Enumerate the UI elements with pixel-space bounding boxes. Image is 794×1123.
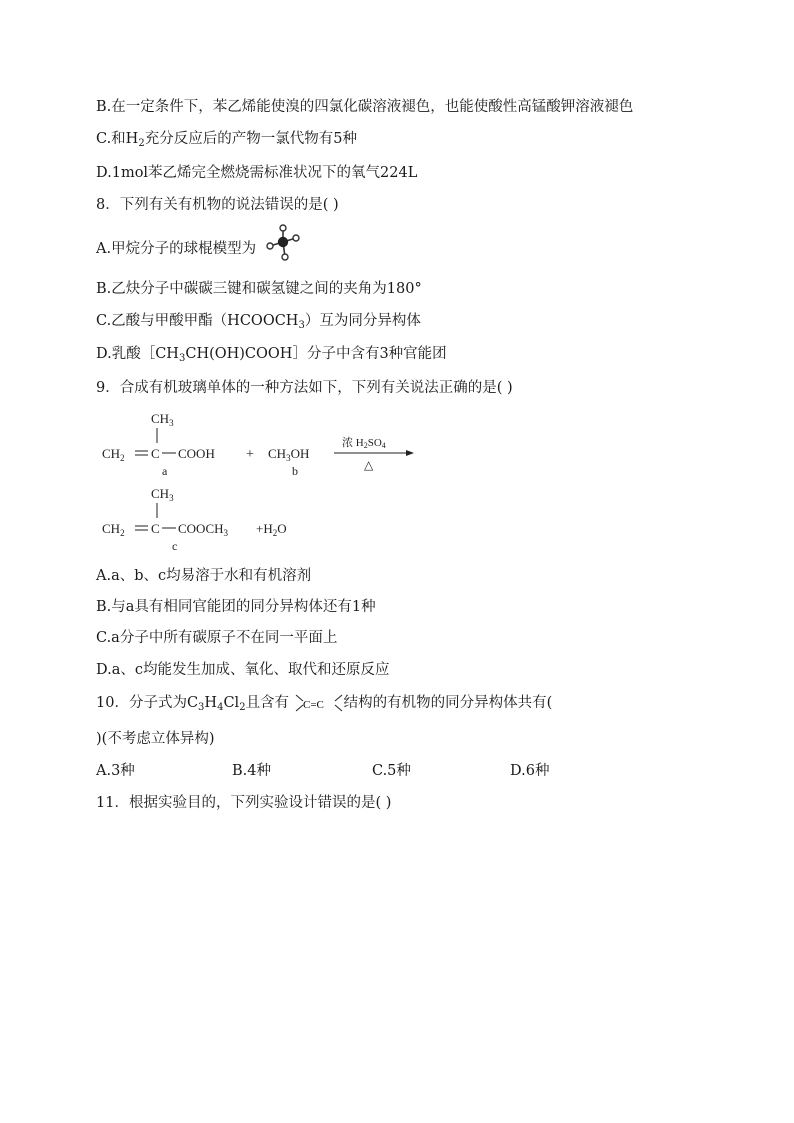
q10-stem-line2	[96, 729, 214, 749]
q8-option-a-text: A.甲烷分子的球棍模型为	[96, 241, 257, 257]
q11-stem-text: 11．根据实验目的，下列实验设计错误的是( )	[96, 795, 392, 811]
q7-option-b-text: B.在一定条件下，苯乙烯能使溴的四氯化碳溶液褪色，也能使酸性高锰酸钾溶液褪色	[96, 99, 634, 115]
q7-option-c-sub: 2	[138, 138, 145, 149]
alkene-label: C=C	[302, 699, 324, 711]
q7-option-d	[96, 163, 417, 183]
q9-option-c	[96, 628, 337, 648]
q8-stem-text: 8．下列有关有机物的说法错误的是( )	[96, 197, 339, 213]
rxn-a-c: C	[151, 446, 160, 461]
q9-option-d-text: D.a、c均能发生加成、氧化、取代和还原反应	[96, 662, 390, 678]
q8-option-c-sub: 3	[298, 320, 305, 331]
rxn-condition-top: 浓 H2SO4	[342, 437, 386, 450]
q10-stem-post: 结构的有机物的同分异构体共有(	[343, 695, 553, 711]
q10-sub-1: 3	[198, 702, 205, 713]
q10-option-c: C.5种	[372, 763, 411, 779]
q10-sub-3: 2	[239, 702, 246, 713]
q9-stem-text: 9．合成有机玻璃单体的一种方法如下，下列有关说法正确的是( )	[96, 380, 513, 396]
q10-option-b: B.4种	[232, 763, 271, 779]
rxn-b-methanol: $CH_3OH$	[268, 446, 310, 463]
q9-option-a-text: A.a、b、c均易溶于水和有机溶剂	[96, 568, 312, 584]
q8-option-b-text: B.乙炔分子中碳碳三键和碳氢键之间的夹角为180°	[96, 281, 422, 297]
q8-option-d	[96, 344, 447, 364]
rxn-label-b: b	[292, 464, 298, 478]
q10-stem	[96, 691, 552, 715]
q9-option-b-text: B.与a具有相同官能团的同分异构体还有1种	[96, 599, 376, 615]
q8-option-c	[96, 311, 421, 331]
q10-option-d: D.6种	[510, 763, 550, 779]
q10-stem-mid: 且含有	[245, 695, 290, 711]
rxn-water: $+H_2O$	[256, 521, 287, 538]
methane-ball-stick-icon	[263, 224, 303, 264]
q9-stem	[96, 378, 513, 398]
q10-cl: Cl	[223, 695, 240, 711]
q9-option-c-text: C.a分子中所有碳原子不在同一平面上	[96, 630, 338, 646]
q10-sub-2: 4	[217, 702, 224, 713]
q9-option-a	[96, 566, 311, 586]
rxn-label-c: c	[172, 539, 178, 553]
q7-option-c	[96, 129, 357, 149]
rxn-a-ch3: $CH_3$	[151, 411, 174, 428]
q8-option-d-sub: 3	[178, 353, 186, 364]
q7-option-c-pre: C.和H	[96, 131, 139, 147]
q10-stem-line2-text: )(不考虑立体异构)	[96, 731, 215, 747]
q10-h: H	[204, 695, 218, 711]
q8-stem	[96, 195, 339, 215]
rxn-a-cooh: COOH	[178, 446, 215, 461]
q10-option-a: A.3种	[96, 763, 135, 779]
rxn-label-a: a	[162, 464, 168, 478]
q11-stem	[96, 793, 391, 813]
q8-option-c-pre: C.乙酸与甲酸甲酯（HCOOCH	[96, 313, 299, 329]
q7-option-c-post: 充分反应后的产物一氯代物有5种	[144, 131, 357, 147]
q8-option-d-post: CH(OH)COOH］分子中含有3种官能团	[185, 346, 447, 362]
q7-option-b	[96, 97, 633, 117]
rxn-c-ch3: $CH_3$	[151, 486, 174, 503]
rxn-c-cooch3: $COOCH_3$	[178, 521, 229, 538]
q9-option-b	[96, 597, 376, 617]
q9-reaction-scheme	[96, 405, 426, 555]
q7-option-d-text: D.1mol苯乙烯完全燃烧需标准状况下的氧气224L	[96, 165, 418, 181]
rxn-plus-1: +	[246, 447, 254, 462]
q8-option-a	[96, 234, 303, 264]
q8-option-c-post: ）互为同分异构体	[304, 313, 421, 329]
rxn-condition-heat: △	[364, 458, 374, 472]
rxn-arrow-head	[406, 450, 414, 456]
q10-stem-pre: 10．分子式为C	[96, 695, 199, 711]
rxn-c-c: C	[151, 521, 160, 536]
q9-option-d	[96, 660, 389, 680]
q8-option-d-pre: D.乳酸［CH	[96, 346, 179, 362]
rxn-a-ch2: $CH_2$	[102, 446, 125, 463]
q8-option-b	[96, 279, 422, 299]
rxn-c-ch2: $CH_2$	[102, 521, 125, 538]
alkene-structure-icon	[294, 691, 344, 715]
